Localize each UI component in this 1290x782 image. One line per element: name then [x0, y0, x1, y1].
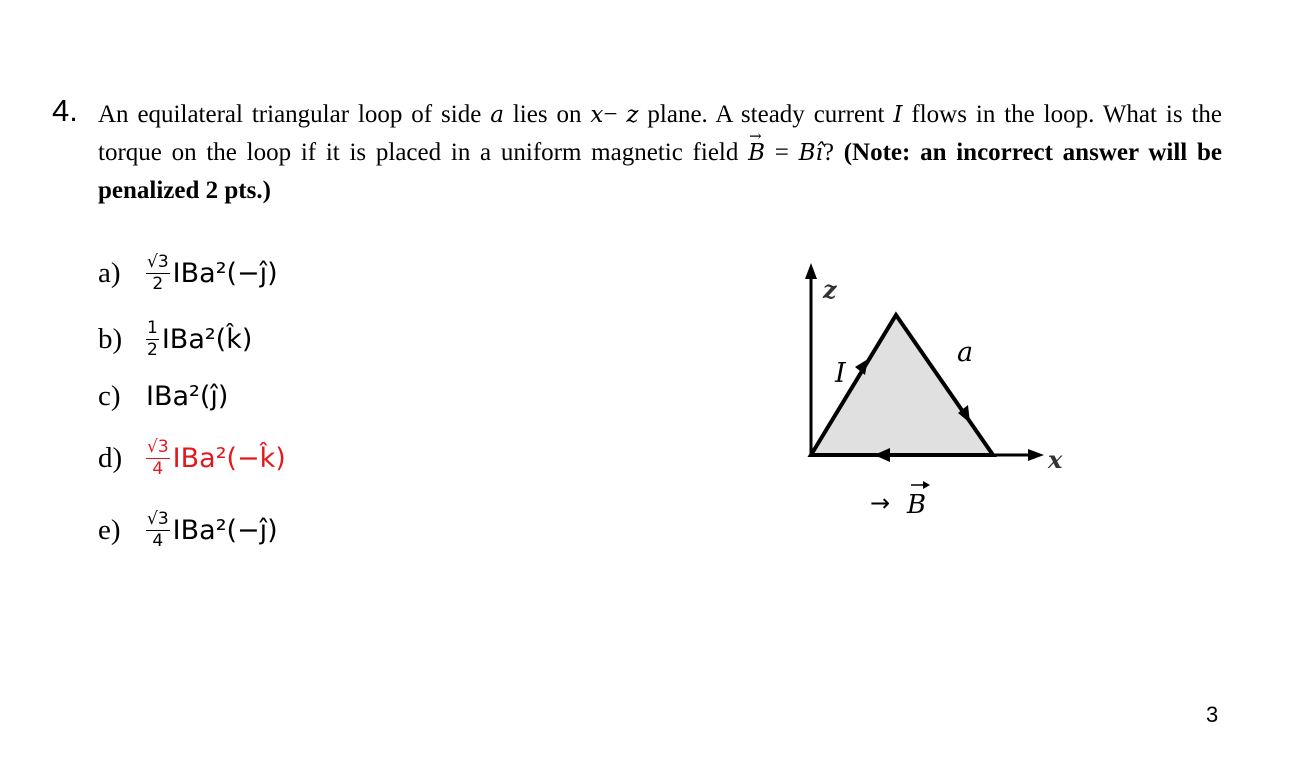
question-number: 4. [52, 93, 78, 128]
fraction-denominator: 4 [152, 530, 164, 551]
option-expression: IBa²(−ĵ) [172, 514, 278, 546]
z-axis-label: z [823, 275, 837, 304]
side-length-label: a [957, 337, 974, 368]
fraction-denominator: 2 [152, 273, 164, 294]
question-text-part: − [603, 101, 627, 128]
x-axis-arrowhead [1028, 449, 1044, 461]
question-text-part: = [765, 139, 799, 166]
option-d-correct[interactable] [98, 428, 286, 488]
field-b-label: B [907, 490, 927, 520]
variable-x: x [590, 102, 604, 128]
question-text-part: ? [822, 139, 844, 166]
variable-current: I [893, 102, 903, 128]
option-c[interactable] [98, 366, 228, 426]
option-label: b) [98, 322, 123, 355]
fraction-numerator: √3 [147, 251, 169, 272]
page-number: 3 [1206, 702, 1219, 727]
question-text-part: plane. A steady current [638, 101, 894, 128]
option-a[interactable] [98, 243, 278, 303]
field-b-vector-arrowhead [923, 481, 930, 489]
option-label: c) [98, 379, 121, 412]
question-text [98, 96, 1222, 210]
fraction-numerator: 1 [147, 317, 158, 338]
option-fraction [146, 437, 170, 480]
variable-a: a [490, 102, 504, 128]
field-expression: Bı̂ [798, 140, 823, 166]
field-vector-b: → B [748, 134, 765, 172]
penalty-note: (Note: an incorrect answer will be penalized 2 pts.) [98, 139, 1222, 204]
option-expression: IBa²(−k̂) [172, 442, 286, 474]
fraction-numerator: √3 [147, 436, 169, 457]
option-b[interactable] [98, 309, 252, 369]
option-fraction [146, 509, 170, 552]
option-expression: IBa²(ĵ) [146, 380, 229, 412]
fraction-denominator: 2 [147, 339, 158, 360]
option-label: d) [98, 441, 123, 474]
variable-z: z [626, 102, 639, 128]
current-label: I [835, 358, 846, 389]
field-direction-arrow: → [870, 489, 891, 517]
triangle-loop-diagram [790, 255, 1090, 525]
option-fraction [146, 252, 170, 295]
option-fraction [146, 318, 159, 361]
option-e[interactable] [98, 500, 278, 560]
option-expression: IBa²(−ĵ) [172, 257, 278, 289]
question-text-part: flows in the loop. What is the torque on the loop if it is placed in a uniform magnetic field [98, 101, 1222, 166]
question-text-part: An equilateral triangular loop of side [98, 101, 491, 128]
fraction-denominator: 4 [152, 458, 164, 479]
x-axis-label: x [1048, 445, 1063, 474]
option-expression: IBa²(k̂) [161, 323, 253, 355]
option-label: e) [98, 513, 121, 546]
z-axis-arrowhead [805, 263, 817, 279]
option-label: a) [98, 256, 121, 289]
question-text-part: lies on [503, 101, 591, 128]
fraction-numerator: √3 [147, 508, 169, 529]
